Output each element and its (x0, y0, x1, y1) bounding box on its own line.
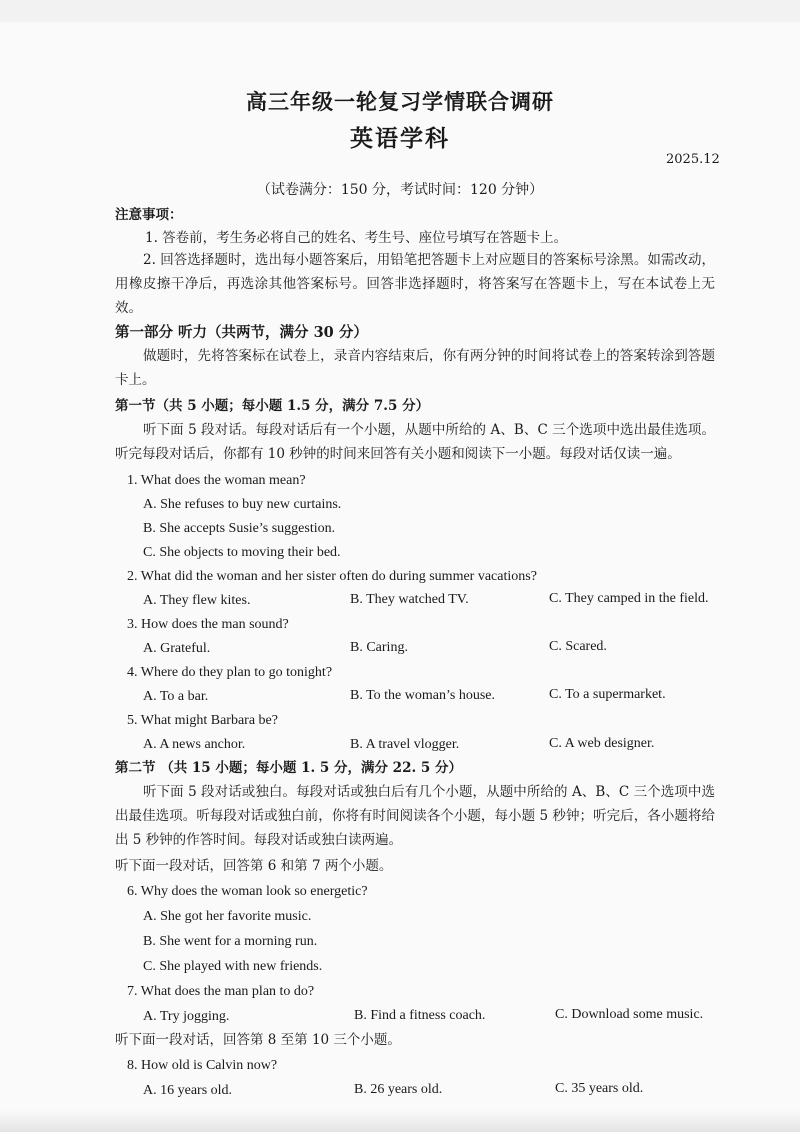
notice-item-1: 1. 答卷前，考生务必将自己的姓名、考生号、座位号填写在答题卡上。 (145, 230, 568, 246)
exam-date: 2025.12 (666, 152, 720, 167)
question-1-option-a: A. She refuses to buy new curtains. (143, 497, 342, 512)
subject-title: 英语学科 (350, 125, 450, 152)
section1-heading: 第一节（共 5 小题；每小题 1.5 分，满分 7.5 分） (115, 398, 430, 414)
question-8-option-c: C. 35 years old. (555, 1081, 644, 1096)
section2-instruction: 听下面 5 段对话或独白。每段对话或独白后有几个小题，从题中所给的 A、B、C 三个选项中选出最佳选项。听每段对话或独白前，你将有时间阅读各个小题，每小题 5 秒钟；听完后，各小题将给出 5 秒钟的作答时间。每段对话或独白读两遍。 (115, 784, 715, 848)
question-6-option-c: C. She played with new friends. (143, 959, 323, 974)
question-5-option-b: B. A travel vlogger. (350, 737, 460, 752)
exam-title: 高三年级一轮复习学情联合调研 (246, 89, 554, 114)
question-3-option-c: C. Scared. (549, 639, 607, 654)
question-1-option-c: C. She objects to moving their bed. (143, 545, 341, 560)
question-5: 5. What might Barbara be? (127, 713, 278, 728)
question-3: 3. How does the man sound? (127, 617, 289, 632)
notice-heading: 注意事项： (115, 207, 183, 223)
question-8-option-b: B. 26 years old. (354, 1082, 443, 1097)
question-6-option-a: A. She got her favorite music. (143, 909, 312, 924)
part1-instruction: 做题时，先将答案标在试卷上，录音内容结束后，你有两分钟的时间将试卷上的答案转涂到答题卡上。 (115, 348, 715, 388)
question-5-option-c: C. A web designer. (549, 736, 655, 751)
exam-page (0, 22, 800, 1132)
question-7-option-a: A. Try jogging. (143, 1009, 230, 1024)
question-3-option-b: B. Caring. (350, 640, 408, 655)
question-7-option-b: B. Find a fitness coach. (354, 1008, 486, 1023)
section2-intro-2: 听下面一段对话，回答第 8 至第 10 三个小题。 (115, 1032, 401, 1048)
section2-intro-1: 听下面一段对话，回答第 6 和第 7 两个小题。 (115, 858, 393, 874)
question-4-option-b: B. To the woman’s house. (350, 688, 495, 703)
question-6: 6. Why does the woman look so energetic? (127, 884, 368, 899)
page-bottom-shadow (0, 1110, 800, 1132)
question-8-option-a: A. 16 years old. (143, 1083, 233, 1098)
question-4: 4. Where do they plan to go tonight? (127, 665, 333, 680)
section1-instruction: 听下面 5 段对话。每段对话后有一个小题，从题中所给的 A、B、C 三个选项中选出最佳选项。听完每段对话后，你都有 10 秒钟的时间来回答有关小题和阅读下一小题。每段对话仅读一遍。 (115, 422, 715, 462)
question-3-option-a: A. Grateful. (143, 641, 211, 656)
question-7: 7. What does the man plan to do? (127, 984, 315, 999)
question-6-option-b: B. She went for a morning run. (143, 934, 318, 949)
question-4-option-a: A. To a bar. (143, 689, 209, 704)
question-7-option-c: C. Download some music. (555, 1007, 704, 1022)
question-2-option-b: B. They watched TV. (350, 592, 469, 607)
question-4-option-c: C. To a supermarket. (549, 687, 666, 702)
question-2-option-a: A. They flew kites. (143, 593, 251, 608)
part1-heading: 第一部分 听力（共两节，满分 30 分） (115, 324, 368, 341)
exam-info: （试卷满分：150 分，考试时间：120 分钟） (256, 182, 544, 198)
question-1: 1. What does the woman mean? (127, 473, 306, 488)
question-2-option-c: C. They camped in the field. (549, 591, 709, 606)
question-8: 8. How old is Calvin now? (127, 1058, 278, 1073)
question-1-option-b: B. She accepts Susie’s suggestion. (143, 521, 336, 536)
question-2: 2. What did the woman and her sister often do during summer vacations? (127, 569, 537, 584)
notice-item-2: 2. 回答选择题时，选出每小题答案后，用铅笔把答题卡上对应题目的答案标号涂黑。如需改动，用橡皮擦干净后，再选涂其他答案标号。回答非选择题时，将答案写在答题卡上，写在本试卷上无效。 (115, 252, 715, 316)
section2-heading: 第二节 （共 15 小题；每小题 1. 5 分，满分 22. 5 分） (115, 760, 462, 776)
question-5-option-a: A. A news anchor. (143, 737, 246, 752)
